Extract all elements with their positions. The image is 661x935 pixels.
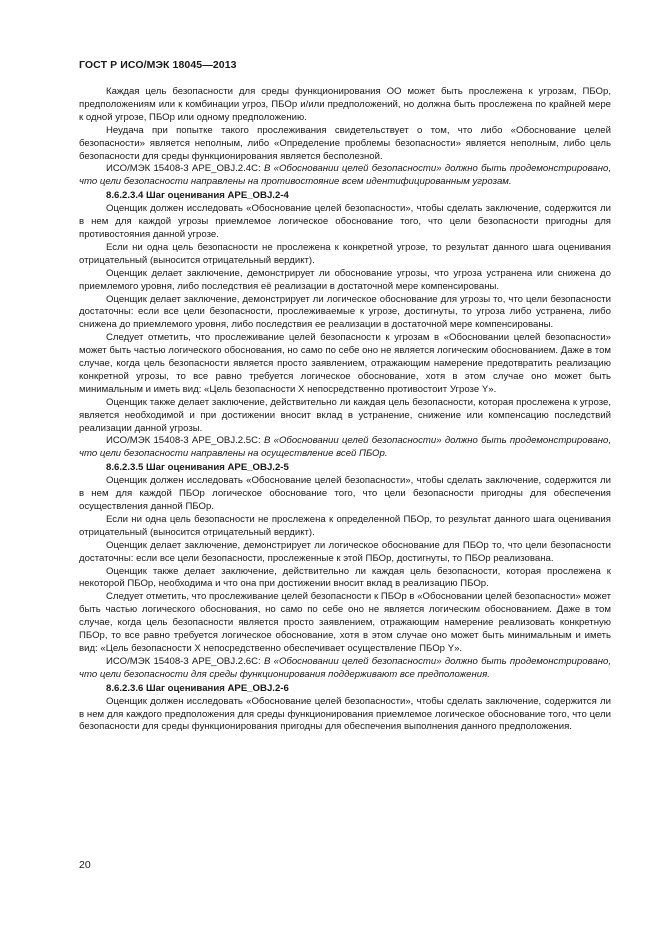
section-heading: 8.6.2.3.6 Шаг оценивания APE_OBJ.2-6 xyxy=(106,682,289,694)
paragraph: Оценщик делает заключение, демонстрирует ли логическое обоснование для ПБОр то, что цели безопасности достаточны: если все цели безопасности, прослеженные к этой ПБОр, достигнуты, то ПБОр реализована. xyxy=(79,539,611,564)
section-heading: 8.6.2.3.5 Шаг оценивания APE_OBJ.2-5 xyxy=(106,462,289,474)
paragraph: Каждая цель безопасности для среды функционирования ОО может быть прослежена к угрозам, ПБОр, предположениям или к комбинации угроз, ПБОр и/или предположений, но должна быть прослежена по крайней мере к одной угрозе, ПБОр или одному предположению. xyxy=(79,86,611,123)
paragraph: Неудача при попытке такого прослеживания свидетельствует о том, что либо «Обоснование целей безопасности» является неполным, либо «Определение проблемы безопасности» является неполным, либо цель безопасности для среды функционирования является бесполезной. xyxy=(79,124,611,162)
paragraph: Оценщик должен исследовать «Обоснование целей безопасности», чтобы сделать заключение, содержится ли в нем для каждого предположения для среды функционирования приемлемое логическое обоснование того, что цели безопасности для среды функционирования пригодны для обеспечения выполнения данного предположения. xyxy=(79,695,611,733)
paragraph: Оценщик также делает заключение, действительно ли каждая цель безопасности, которая прослежена к угрозе, является необходимой и при достижении вносит вклад в устранение, снижение или компенсацию последствий реализации данной угрозы. xyxy=(79,396,611,434)
paragraph: Если ни одна цель безопасности не прослежена к определенной ПБОр, то результат данного шага оценивания отрицательный (выносится отрицательный вердикт). xyxy=(79,513,611,538)
paragraph: Оценщик должен исследовать «Обоснование целей безопасности», чтобы сделать заключение, содержится ли в нем для каждой угрозы приемлемое логическое обоснование того, что цели безопасности пригодны для противостояния данной угрозе. xyxy=(79,203,611,240)
paragraph: Оценщик делает заключение, демонстрирует ли логическое обоснование для угрозы то, что цели безопасности достаточны: если все цели безопасности, прослеживаемые к угрозе, достигнуты, то угроза либо устранена, либо снижена до приемлемого уровня, либо последствия ее реализации в достаточной мере компенсированы. xyxy=(79,293,611,331)
requirement-reference: ИСО/МЭК 15408-3 APE_OBJ.2.4C: xyxy=(106,163,264,175)
page-number: 20 xyxy=(79,859,91,871)
requirement-reference: ИСО/МЭК 15408-3 APE_OBJ.2.6C: xyxy=(106,655,264,667)
paragraph: Если ни одна цель безопасности не прослежена к конкретной угрозе, то результат данного шага оценивания отрицательный (выносится отрицательный вердикт). xyxy=(79,241,611,266)
section-heading: 8.6.2.3.4 Шаг оценивания APE_OBJ.2-4 xyxy=(106,190,289,202)
requirement-text: В «Обосновании целей безопасности» должно быть продемонстрировано, что цели безопасности направлены на осуществление всей ПБОр. xyxy=(79,435,611,460)
document-body xyxy=(79,86,611,734)
requirement-paragraph xyxy=(79,656,611,682)
paragraph: Оценщик должен исследовать «Обоснование целей безопасности», чтобы сделать заключение, содержится ли в нем для каждой ПБОр логическое обоснование того, что цели безопасности пригодны для обеспечения осуществления данной ПБОр. xyxy=(79,475,611,512)
requirement-paragraph xyxy=(79,163,611,189)
paragraph: Оценщик делает заключение, демонстрирует ли обоснование угрозы, что угроза устранена или снижена до приемлемого уровня, либо последствия её реализации в достаточной мере компенсированы. xyxy=(79,267,611,292)
requirement-paragraph xyxy=(79,435,611,461)
paragraph: Оценщик также делает заключение, действительно ли каждая цель безопасности, которая прослежена к некоторой ПБОр, необходима и что она при достижении вносит вклад в реализацию ПБОр. xyxy=(79,565,611,590)
paragraph: Следует отметить, что прослеживание целей безопасности к угрозам в «Обосновании целей безопасности» может быть частью логического обоснования, но само по себе оно не является логическим обоснованием. Даже в том случае, когда цель безопасности является просто заявлением, отражающим намерение предотвратить реализацию конкретной угрозы, то все равно требуется логическое обоснование, хотя в этом случае оно может быть минимальным и иметь вид: «Цель безопасности X непосредственно противостоит Угрозе Y». xyxy=(79,332,611,395)
requirement-text: В «Обосновании целей безопасности» должно быть продемонстрировано, что цели безопасности для среды функционирования поддерживают все предположения. xyxy=(79,655,611,680)
requirement-text: В «Обосновании целей безопасности» должно быть продемонстрировано, что цели безопасности направлены на противостояние всем идентифицированным угрозам. xyxy=(79,163,611,188)
paragraph: Следует отметить, что прослеживание целей безопасности к ПБОр в «Обосновании целей безопасности» может быть частью логического обоснования, но само по себе оно не является логическим обоснованием. Даже в том случае, когда цель безопасности является просто заявлением, отражающим намерение реализовать конкретную ПБОр, то все равно требуется логическое обоснование, хотя в этом случае оно может быть минимальным и иметь вид: «Цель безопасности X непосредственно обеспечивает осуществление ПБОр Y». xyxy=(79,591,611,654)
page-header: ГОСТ Р ИСО/МЭК 18045—2013 xyxy=(79,59,237,71)
requirement-reference: ИСО/МЭК 15408-3 APE_OBJ.2.5C: xyxy=(106,435,264,447)
